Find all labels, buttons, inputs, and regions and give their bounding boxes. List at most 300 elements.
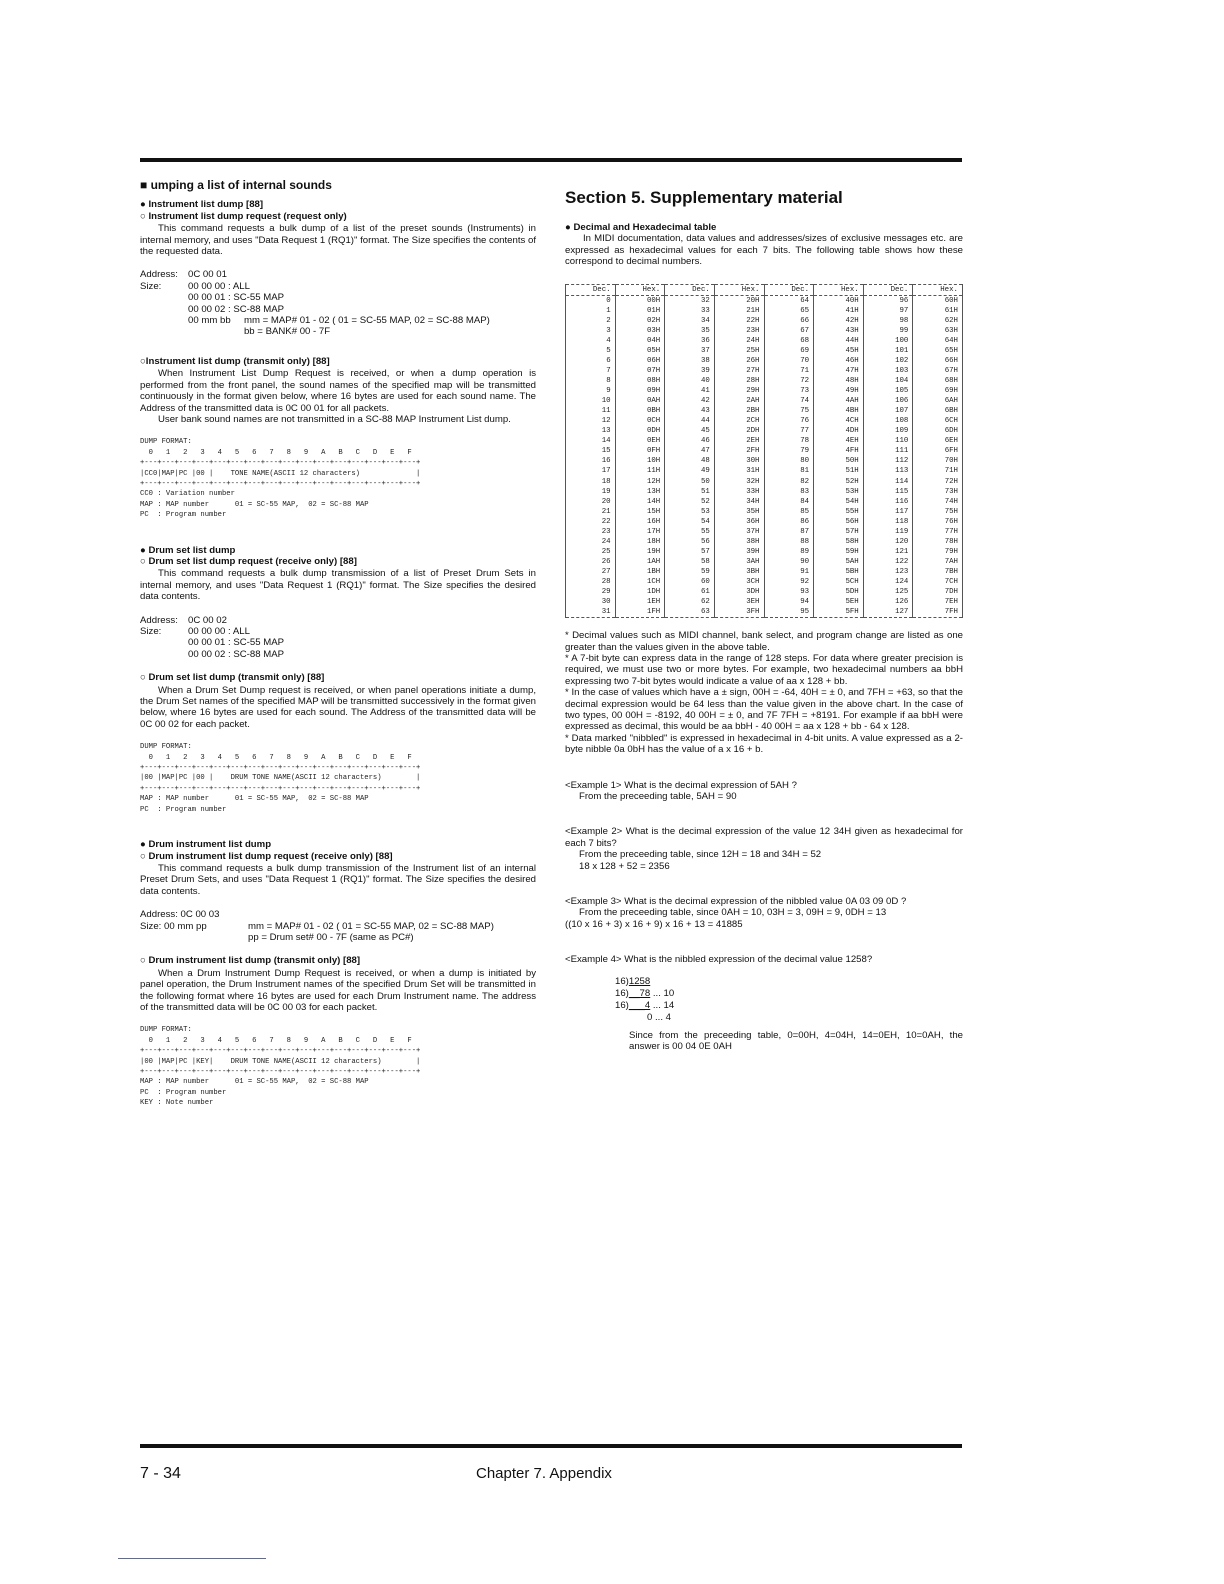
hex-cell: 57H	[814, 527, 864, 537]
drum-set-dump-format: DUMP FORMAT: 0 1 2 3 4 5 6 7 8 9 A B C D E F +---+---+---+---+---+---+---+---+---+---+---+---+---+---+---+---+ |00 |MAP|PC |00 | DRUM TONE NAME(ASCII 12 characters) | +---+---+---+---+---+---+---+---+---+---+---+---+---+---+---+---+ MAP : MAP number 01 = SC-55 MAP, 02 = SC-88 MAP PC : Program number	[140, 743, 421, 814]
dec-cell: 58	[665, 557, 715, 567]
hex-cell: 10H	[615, 456, 665, 466]
hex-cell: 5AH	[814, 557, 864, 567]
dec-cell: 78	[764, 436, 814, 446]
hex-cell: 70H	[913, 456, 963, 466]
dec-cell: 82	[764, 477, 814, 487]
dec-hex-table-title: ● Decimal and Hexadecimal table	[565, 222, 717, 233]
example-2-answer: From the preceeding table, since 12H = 18 and 34H = 52	[579, 849, 822, 861]
dec-cell: 20	[566, 497, 616, 507]
hex-cell: 0FH	[615, 446, 665, 456]
dec-cell: 71	[764, 366, 814, 376]
dec-cell: 57	[665, 547, 715, 557]
hex-cell: 0CH	[615, 416, 665, 426]
table-row	[566, 336, 963, 346]
table-row	[566, 497, 963, 507]
hex-cell: 4AH	[814, 396, 864, 406]
dec-cell: 21	[566, 507, 616, 517]
hex-cell: 1AH	[615, 557, 665, 567]
hex-cell: 79H	[913, 547, 963, 557]
dec-cell: 124	[863, 577, 913, 587]
hex-cell: 05H	[615, 346, 665, 356]
dec-cell: 116	[863, 497, 913, 507]
dec-cell: 79	[764, 446, 814, 456]
hex-cell: 5BH	[814, 567, 864, 577]
dec-cell: 14	[566, 436, 616, 446]
dec-cell: 111	[863, 446, 913, 456]
dec-cell: 94	[764, 597, 814, 607]
dec-cell: 112	[863, 456, 913, 466]
hex-cell: 63H	[913, 326, 963, 336]
table-row	[566, 386, 963, 396]
dec-cell: 1	[566, 306, 616, 316]
drum-instrument-address: Address: 0C 00 03	[140, 909, 220, 921]
hex-cell: 5FH	[814, 607, 864, 618]
hex-cell: 27H	[714, 366, 764, 376]
table-row	[566, 406, 963, 416]
table-row	[566, 295, 963, 306]
dec-cell: 2	[566, 316, 616, 326]
hex-cell: 76H	[913, 517, 963, 527]
dec-cell: 81	[764, 466, 814, 476]
hex-cell: 4FH	[814, 446, 864, 456]
hex-cell: 55H	[814, 507, 864, 517]
hex-cell: 34H	[714, 497, 764, 507]
dec-cell: 110	[863, 436, 913, 446]
bottom-link-line	[118, 1558, 266, 1559]
dec-cell: 98	[863, 316, 913, 326]
example-3-answer: From the preceeding table, since 0AH = 10, 03H = 3, 09H = 9, 0DH = 13	[579, 907, 887, 919]
hex-cell: 00H	[615, 295, 665, 306]
hex-cell: 59H	[814, 547, 864, 557]
dec-cell: 17	[566, 466, 616, 476]
hex-cell: 4BH	[814, 406, 864, 416]
dec-cell: 96	[863, 295, 913, 306]
dec-cell: 6	[566, 356, 616, 366]
dec-hex-table	[565, 284, 963, 619]
hex-cell: 28H	[714, 376, 764, 386]
dec-cell: 120	[863, 537, 913, 547]
hex-cell: 0DH	[615, 426, 665, 436]
instrument-dump-format: DUMP FORMAT: 0 1 2 3 4 5 6 7 8 9 A B C D E F +---+---+---+---+---+---+---+---+---+---+---+---+---+---+---+---+ |CC0|MAP|PC |00 | TONE NAME(ASCII 12 characters) | +---+---+---+---+---+---+---+---+---+---+---+---+---+---+---+---+ CC0 : Variation number MAP : MAP number 01 = SC-55 MAP, 02 = SC-88 MAP PC : Program number	[140, 438, 421, 520]
hex-cell: 2DH	[714, 426, 764, 436]
hex-cell: 3DH	[714, 587, 764, 597]
hex-cell: 20H	[714, 295, 764, 306]
dec-cell: 15	[566, 446, 616, 456]
hex-cell: 52H	[814, 477, 864, 487]
table-row	[566, 587, 963, 597]
dec-cell: 85	[764, 507, 814, 517]
dec-cell: 89	[764, 547, 814, 557]
hex-cell: 1EH	[615, 597, 665, 607]
drum-set-request-title: ○ Drum set list dump request (receive only) [88]	[140, 555, 357, 567]
table-row	[566, 376, 963, 386]
table-row	[566, 326, 963, 336]
right-column	[565, 188, 963, 1053]
instrument-list-dump-title: ● Instrument list dump [88]	[140, 199, 264, 211]
dec-cell: 51	[665, 487, 715, 497]
dec-cell: 63	[665, 607, 715, 618]
hex-cell: 6CH	[913, 416, 963, 426]
hex-cell: 3EH	[714, 597, 764, 607]
drum-instrument-size-pp: pp = Drum set# 00 - 7F (same as PC#)	[248, 931, 414, 943]
hex-cell: 38H	[714, 537, 764, 547]
hex-cell: 48H	[814, 376, 864, 386]
note-decimal-values: * Decimal values such as MIDI channel, bank select, and program change are listed as one greater than the values given in the above table.	[565, 630, 963, 653]
instrument-list-transmit-title: ○Instrument list dump (transmit only) [88]	[140, 355, 330, 367]
hex-cell: 5DH	[814, 587, 864, 597]
hex-cell: 43H	[814, 326, 864, 336]
table-row	[566, 456, 963, 466]
dec-cell: 11	[566, 406, 616, 416]
dec-cell: 88	[764, 537, 814, 547]
dec-cell: 102	[863, 356, 913, 366]
hex-cell: 61H	[913, 306, 963, 316]
drum-set-request-text: This command requests a bulk dump transmission of a list of Preset Drum Sets in internal memory, and uses "Data Request 1 (RQ1)" format. The Size specifies the desired data contents.	[140, 568, 536, 603]
hex-cell: 6AH	[913, 396, 963, 406]
left-heading: ■ umping a list of internal sounds	[140, 178, 332, 192]
dec-cell: 114	[863, 477, 913, 487]
table-row	[566, 436, 963, 446]
dec-cell: 22	[566, 517, 616, 527]
example-4-answer: Since from the preceeding table, 0=00H, 4=04H, 14=0EH, 10=0AH, the answer is 00 04 0E 0AH	[629, 1029, 963, 1053]
dec-cell: 54	[665, 517, 715, 527]
hex-cell: 53H	[814, 487, 864, 497]
example-3-result: ((10 x 16 + 3) x 16 + 9) x 16 + 13 = 41885	[565, 918, 743, 930]
dec-cell: 41	[665, 386, 715, 396]
dec-cell: 0	[566, 295, 616, 306]
hex-cell: 2BH	[714, 406, 764, 416]
table-row	[566, 577, 963, 587]
dec-cell: 5	[566, 346, 616, 356]
dec-cell: 68	[764, 336, 814, 346]
example-3-question: <Example 3> What is the decimal expression of the nibbled value 0A 03 09 0D ?	[565, 896, 907, 908]
hex-cell: 6DH	[913, 426, 963, 436]
hex-cell: 32H	[714, 477, 764, 487]
dec-cell: 103	[863, 366, 913, 376]
hex-cell: 1DH	[615, 587, 665, 597]
dec-cell: 121	[863, 547, 913, 557]
dec-cell: 7	[566, 366, 616, 376]
drum-instrument-transmit-text: When a Drum Instrument Dump Request is received, or when a dump is initiated by panel operation, the Drum Instrument names of the specified Drum Set will be transmitted in the following format where 16 bytes are used for each Drum Instrument name. The address of the transmitted data will be 0C 00 03 for each packet.	[140, 967, 536, 1013]
hex-cell: 4DH	[814, 426, 864, 436]
dec-cell: 107	[863, 406, 913, 416]
hex-cell: 36H	[714, 517, 764, 527]
hex-cell: 03H	[615, 326, 665, 336]
table-row	[566, 537, 963, 547]
drum-instrument-list-dump-title: ● Drum instrument list dump	[140, 839, 272, 851]
dec-cell: 93	[764, 587, 814, 597]
dec-cell: 30	[566, 597, 616, 607]
dec-cell: 46	[665, 436, 715, 446]
hex-cell: 47H	[814, 366, 864, 376]
long-division: 16)1258 16)__78 ... 10 16)___4 ... 14 0 ... 4	[615, 975, 675, 1023]
hex-cell: 2EH	[714, 436, 764, 446]
hex-cell: 2AH	[714, 396, 764, 406]
hex-cell: 3FH	[714, 607, 764, 618]
hex-cell: 7BH	[913, 567, 963, 577]
dec-cell: 92	[764, 577, 814, 587]
example-1-question: <Example 1> What is the decimal expression of 5AH ?	[565, 779, 797, 791]
dec-cell: 109	[863, 426, 913, 436]
table-row	[566, 607, 963, 618]
drum-set-transmit-text: When a Drum Set Dump request is received, or when panel operations initiate a dump, the Drum Set names of the specified MAP will be transmitted successively in the format given below, where 16 bytes are used for each sound. The Address of the transmitted data will be 0C 00 02 for each packet.	[140, 684, 537, 730]
dec-cell: 83	[764, 487, 814, 497]
example-1-answer: From the preceeding table, 5AH = 90	[579, 791, 737, 803]
hex-cell: 49H	[814, 386, 864, 396]
dec-cell: 125	[863, 587, 913, 597]
drum-instrument-request-text: This command requests a bulk dump transmission of the Instrument list of an internal Preset Drum Sets, and uses "Data Request 1 (RQ1)" format. The Size specifies the desired data contents.	[140, 862, 536, 897]
dec-cell: 104	[863, 376, 913, 386]
table-row	[566, 487, 963, 497]
dec-cell: 50	[665, 477, 715, 487]
dec-cell: 67	[764, 326, 814, 336]
dec-cell: 73	[764, 386, 814, 396]
drum-set-size-list: 00 00 01 : SC-55 MAP 00 00 02 : SC-88 MAP	[188, 637, 284, 660]
dec-cell: 97	[863, 306, 913, 316]
dec-cell: 29	[566, 587, 616, 597]
dec-cell: 122	[863, 557, 913, 567]
instrument-size: Size: 00 00 00 : ALL	[140, 280, 250, 292]
table-row	[566, 507, 963, 517]
example-2-question: <Example 2> What is the decimal expression of the value 12 34H given as hexadecimal for each 7 bits?	[565, 826, 963, 849]
table-row	[566, 527, 963, 537]
drum-instrument-transmit-title: ○ Drum instrument list dump (transmit only) [88]	[140, 955, 361, 967]
dec-cell: 64	[764, 295, 814, 306]
table-row	[566, 466, 963, 476]
dec-cell: 48	[665, 456, 715, 466]
top-rule	[140, 158, 962, 162]
dec-cell: 100	[863, 336, 913, 346]
hex-cell: 21H	[714, 306, 764, 316]
dec-cell: 101	[863, 346, 913, 356]
dec-cell: 33	[665, 306, 715, 316]
hex-cell: 35H	[714, 507, 764, 517]
hex-cell: 2FH	[714, 446, 764, 456]
dec-cell: 44	[665, 416, 715, 426]
hex-cell: 2CH	[714, 416, 764, 426]
dec-cell: 91	[764, 567, 814, 577]
hex-cell: 66H	[913, 356, 963, 366]
dec-cell: 34	[665, 316, 715, 326]
dec-cell: 47	[665, 446, 715, 456]
hex-cell: 5CH	[814, 577, 864, 587]
hex-cell: 31H	[714, 466, 764, 476]
dec-cell: 45	[665, 426, 715, 436]
hex-cell: 3BH	[714, 567, 764, 577]
hex-cell: 12H	[615, 477, 665, 487]
dec-cell: 43	[665, 406, 715, 416]
hex-cell: 15H	[615, 507, 665, 517]
drum-set-size: Size: 00 00 00 : ALL	[140, 626, 250, 637]
example-2-result: 18 x 128 + 52 = 2356	[579, 860, 670, 872]
hex-cell: 07H	[615, 366, 665, 376]
hex-cell: 41H	[814, 306, 864, 316]
dec-cell: 106	[863, 396, 913, 406]
dec-cell: 75	[764, 406, 814, 416]
hex-cell: 1CH	[615, 577, 665, 587]
dec-cell: 26	[566, 557, 616, 567]
dec-cell: 126	[863, 597, 913, 607]
hex-cell: 1FH	[615, 607, 665, 618]
dec-cell: 8	[566, 376, 616, 386]
hex-cell: 09H	[615, 386, 665, 396]
hex-cell: 13H	[615, 487, 665, 497]
dec-cell: 28	[566, 577, 616, 587]
dec-cell: 16	[566, 456, 616, 466]
dec-cell: 40	[665, 376, 715, 386]
dec-cell: 12	[566, 416, 616, 426]
hex-cell: 62H	[913, 316, 963, 326]
hex-cell: 23H	[714, 326, 764, 336]
dec-cell: 36	[665, 336, 715, 346]
hex-cell: 69H	[913, 386, 963, 396]
drum-instrument-request-title: ○ Drum instrument list dump request (receive only) [88]	[140, 850, 393, 862]
hex-cell: 1BH	[615, 567, 665, 577]
hex-cell: 74H	[913, 497, 963, 507]
hex-cell: 0EH	[615, 436, 665, 446]
instrument-list-transmit-text: When Instrument List Dump Request is received, or when a dump operation is performed from the front panel, the sound names of the specified map will be transmitted continuously in the format given below, where 16 bytes are used for each sound name. The Address of the transmitted data is 0C 00 01 for all packets.	[140, 368, 536, 414]
hex-cell: 75H	[913, 507, 963, 517]
dec-cell: 66	[764, 316, 814, 326]
dec-cell: 49	[665, 466, 715, 476]
dec-cell: 4	[566, 336, 616, 346]
instrument-list-request-text: This command requests a bulk dump of a list of the preset sounds (Instruments) in internal memory, and uses "Data Request 1 (RQ1)" format. The Size specifies the contents of the requested data.	[140, 223, 536, 258]
dec-cell: 115	[863, 487, 913, 497]
hex-cell: 67H	[913, 366, 963, 376]
dec-cell: 105	[863, 386, 913, 396]
hex-cell: 77H	[913, 527, 963, 537]
hex-cell: 01H	[615, 306, 665, 316]
hex-cell: 18H	[615, 537, 665, 547]
table-row	[566, 557, 963, 567]
hex-cell: 14H	[615, 497, 665, 507]
dec-cell: 119	[863, 527, 913, 537]
dec-cell: 65	[764, 306, 814, 316]
dec-cell: 123	[863, 567, 913, 577]
hex-cell: 25H	[714, 346, 764, 356]
instrument-address: Address: 0C 00 01	[140, 269, 227, 281]
hex-cell: 42H	[814, 316, 864, 326]
dec-cell: 84	[764, 497, 814, 507]
dec-hex-table-header: Dec. Hex. Dec. Hex. Dec. Hex. Dec. Hex.	[566, 284, 963, 295]
chapter-title: Chapter 7. Appendix	[476, 1465, 612, 1482]
dec-cell: 99	[863, 326, 913, 336]
hex-cell: 40H	[814, 295, 864, 306]
dec-cell: 113	[863, 466, 913, 476]
dec-cell: 118	[863, 517, 913, 527]
dec-cell: 27	[566, 567, 616, 577]
table-row	[566, 547, 963, 557]
instrument-list-request-title: ○ Instrument list dump request (request only)	[140, 210, 347, 222]
hex-cell: 6EH	[913, 436, 963, 446]
dec-cell: 72	[764, 376, 814, 386]
hex-cell: 7CH	[913, 577, 963, 587]
dec-cell: 86	[764, 517, 814, 527]
bottom-rule	[140, 1444, 962, 1448]
page-number: 7 - 34	[140, 1465, 181, 1482]
drum-set-address: Address: 0C 00 02	[140, 614, 227, 626]
table-row	[566, 306, 963, 316]
hex-cell: 33H	[714, 487, 764, 497]
hex-cell: 37H	[714, 527, 764, 537]
hex-cell: 58H	[814, 537, 864, 547]
drum-set-transmit-title: ○ Drum set list dump (transmit only) [88]	[140, 672, 325, 684]
dec-cell: 35	[665, 326, 715, 336]
hex-cell: 56H	[814, 517, 864, 527]
table-row	[566, 416, 963, 426]
instrument-size-list: 00 00 01 : SC-55 MAP 00 00 02 : SC-88 MAP 00 mm bb mm = MAP# 01 - 02 ( 01 = SC-55 MAP, 02 = SC-88 MAP) bb = BANK# 00 - 7F	[188, 292, 490, 338]
dec-cell: 87	[764, 527, 814, 537]
hex-cell: 65H	[913, 346, 963, 356]
dec-cell: 76	[764, 416, 814, 426]
hex-cell: 73H	[913, 487, 963, 497]
dec-cell: 127	[863, 607, 913, 618]
table-row	[566, 396, 963, 406]
dec-cell: 37	[665, 346, 715, 356]
hex-cell: 3AH	[714, 557, 764, 567]
left-column	[140, 180, 536, 1109]
drum-instrument-dump-format: DUMP FORMAT: 0 1 2 3 4 5 6 7 8 9 A B C D E F +---+---+---+---+---+---+---+---+---+---+---+---+---+---+---+---+ |00 |MAP|PC |KEY| DRUM TONE NAME(ASCII 12 characters) | +---+---+---+---+---+---+---+---+---+---+---+---+---+---+---+---+ MAP : MAP number 01 = SC-55 MAP, 02 = SC-88 MAP PC : Program number KEY : Note number	[140, 1026, 421, 1108]
dec-cell: 74	[764, 396, 814, 406]
dec-cell: 19	[566, 487, 616, 497]
hex-cell: 04H	[615, 336, 665, 346]
hex-cell: 51H	[814, 466, 864, 476]
table-row	[566, 446, 963, 456]
dec-cell: 61	[665, 587, 715, 597]
table-row	[566, 346, 963, 356]
dec-cell: 77	[764, 426, 814, 436]
hex-cell: 6FH	[913, 446, 963, 456]
dec-cell: 60	[665, 577, 715, 587]
hex-cell: 29H	[714, 386, 764, 396]
hex-cell: 7AH	[913, 557, 963, 567]
dec-cell: 117	[863, 507, 913, 517]
dec-cell: 31	[566, 607, 616, 618]
hex-cell: 4CH	[814, 416, 864, 426]
hex-cell: 72H	[913, 477, 963, 487]
dec-cell: 62	[665, 597, 715, 607]
dec-cell: 59	[665, 567, 715, 577]
table-row	[566, 517, 963, 527]
drum-instrument-size: Size: 00 mm pp mm = MAP# 01 - 02 ( 01 = SC-55 MAP, 02 = SC-88 MAP)	[140, 920, 494, 932]
hex-cell: 45H	[814, 346, 864, 356]
hex-cell: 71H	[913, 466, 963, 476]
dec-cell: 69	[764, 346, 814, 356]
dec-cell: 70	[764, 356, 814, 366]
dec-cell: 56	[665, 537, 715, 547]
dec-cell: 52	[665, 497, 715, 507]
dec-cell: 42	[665, 396, 715, 406]
dec-hex-intro: In MIDI documentation, data values and addresses/sizes of exclusive messages etc. are expressed as hexadecimal values for each 7 bits. The following table shows how these correspond to decimal numbers.	[565, 233, 963, 268]
hex-cell: 6BH	[913, 406, 963, 416]
hex-cell: 78H	[913, 537, 963, 547]
table-row	[566, 316, 963, 326]
dec-cell: 108	[863, 416, 913, 426]
hex-cell: 46H	[814, 356, 864, 366]
hex-cell: 08H	[615, 376, 665, 386]
hex-cell: 3CH	[714, 577, 764, 587]
hex-cell: 26H	[714, 356, 764, 366]
hex-cell: 24H	[714, 336, 764, 346]
dec-cell: 53	[665, 507, 715, 517]
table-row	[566, 597, 963, 607]
dec-cell: 95	[764, 607, 814, 618]
table-row	[566, 567, 963, 577]
hex-cell: 02H	[615, 316, 665, 326]
hex-cell: 22H	[714, 316, 764, 326]
instrument-list-transmit-note: User bank sound names are not transmitted in a SC-88 MAP Instrument List dump.	[158, 413, 511, 425]
